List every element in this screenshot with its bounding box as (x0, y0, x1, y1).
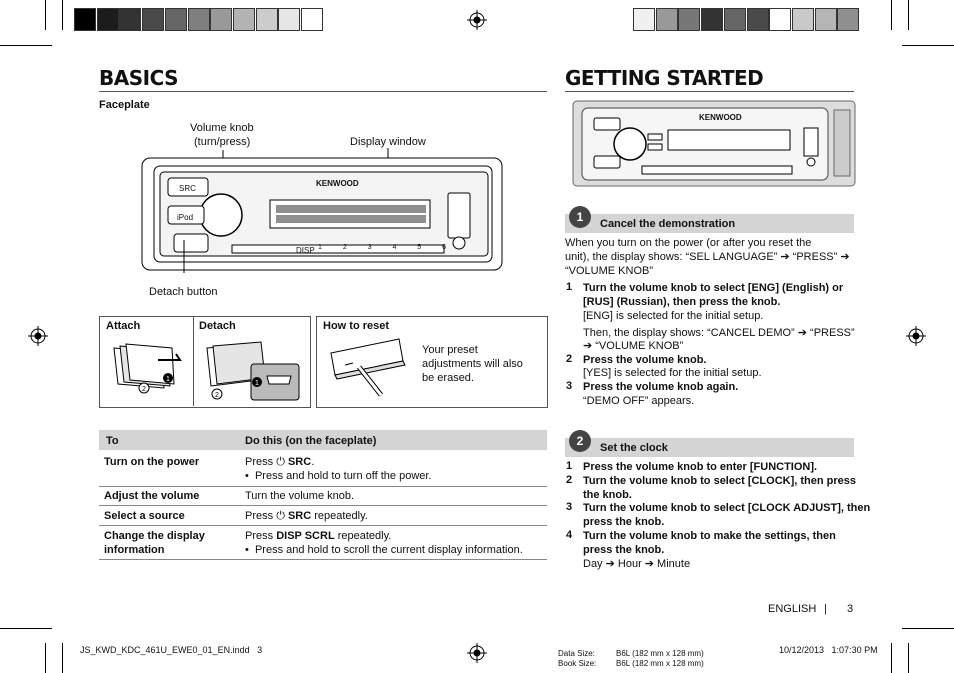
footer-language: ENGLISH (768, 603, 817, 615)
row-to: Adjust the volume (104, 490, 200, 502)
color-swatch (769, 8, 791, 31)
item-number: 4 (566, 529, 573, 541)
item-text: Press the volume knob to enter [FUNCTION]. (583, 461, 818, 473)
step-1-intro: When you turn on the power (or after you reset the (565, 237, 812, 249)
row-do: Press DISP SCRL repeatedly. (245, 530, 392, 542)
color-swatch (724, 8, 746, 31)
color-swatch (165, 8, 187, 31)
power-icon: ⏻ (276, 456, 285, 468)
color-swatch (142, 8, 164, 31)
registration-target-icon (467, 643, 487, 663)
row-do: Press ⏻ SRC. (245, 456, 315, 468)
row-to-line2: information (104, 544, 165, 556)
getting-started-heading: GETTING STARTED (565, 66, 764, 90)
registration-target-icon (28, 326, 48, 346)
detach-label: Detach (199, 320, 236, 332)
item-text: “DEMO OFF” appears. (583, 395, 695, 407)
row-to: Select a source (104, 510, 185, 522)
reset-note: Your preset adjustments will also be erased. (422, 344, 523, 384)
color-swatch (678, 8, 700, 31)
step-1-intro: “VOLUME KNOB” (565, 265, 654, 277)
preset-button[interactable]: 5 (417, 244, 422, 251)
faceplate-illustration (140, 148, 505, 273)
color-swatch (233, 8, 255, 31)
item-text: press the knob. (583, 516, 665, 528)
item-text: the knob. (583, 489, 632, 501)
step-1-title: Cancel the demonstration (600, 218, 736, 230)
item-text: [ENG] is selected for the initial setup. (583, 310, 764, 322)
indd-filename: JS_KWD_KDC_461U_EWE0_01_EN.indd 3 (80, 645, 263, 655)
faceplate-title: Faceplate (99, 99, 150, 111)
reset-illustration (325, 335, 415, 397)
item-text: Then, the display shows: “CANCEL DEMO” ➔ “PRESS” (583, 327, 855, 339)
step-2-badge: 2 (569, 430, 591, 452)
book-size-value: B6L (182 mm x 128 mm) (616, 659, 704, 668)
detach-button-label: Detach button (149, 286, 218, 298)
preset-button[interactable]: 4 (392, 244, 397, 251)
step-2-title: Set the clock (600, 442, 668, 454)
item-text: Turn the volume knob to select [CLOCK], then press (583, 475, 856, 487)
volume-knob-label: Volume knob (190, 122, 254, 134)
row-to: Turn on the power (104, 456, 200, 468)
color-swatch (74, 8, 96, 31)
item-text: [RUS] (Russian), then press the knob. (583, 296, 781, 308)
page-number: 3 (847, 603, 854, 615)
item-number: 2 (566, 353, 573, 365)
color-swatch (656, 8, 678, 31)
registration-target-icon (467, 10, 487, 30)
item-text: Turn the volume knob to select [ENG] (English) or (583, 282, 844, 294)
attach-label: Attach (106, 320, 141, 332)
data-size-value: B6L (182 mm x 128 mm) (616, 649, 704, 658)
row-to: Change the display (104, 530, 205, 542)
svg-text:1: 1 (255, 380, 259, 387)
item-number: 1 (566, 281, 573, 293)
step-1-badge: 1 (569, 206, 591, 228)
item-text: press the knob. (583, 544, 665, 556)
display-window-label: Display window (350, 136, 426, 148)
src-button-label[interactable]: SRC (179, 184, 196, 193)
preset-button[interactable]: 2 (342, 244, 347, 251)
item-number: 1 (566, 460, 573, 472)
color-swatch (278, 8, 300, 31)
color-swatch (119, 8, 141, 31)
color-swatch (210, 8, 232, 31)
color-swatch (97, 8, 119, 31)
color-swatch (837, 8, 859, 31)
item-number: 2 (566, 474, 573, 486)
item-text: Press the volume knob. (583, 354, 707, 366)
row-bullet: • Press and hold to scroll the current display information. (245, 544, 523, 556)
detach-illustration (203, 340, 303, 402)
col-do-header: Do this (on the faceplate) (245, 435, 377, 447)
preset-button[interactable]: 3 (367, 244, 372, 251)
preset-button[interactable]: 6 (442, 244, 446, 251)
svg-text:1: 1 (166, 376, 170, 383)
color-swatch (792, 8, 814, 31)
color-swatch (747, 8, 769, 31)
book-size-label: Book Size: (558, 659, 597, 668)
svg-text:2: 2 (142, 386, 146, 393)
unit-brand: KENWOOD (699, 113, 742, 122)
item-text: Day ➔ Hour ➔ Minute (583, 558, 691, 570)
step-1-intro: unit), the display shows: “SEL LANGUAGE” ➔ “PRESS” ➔ (565, 251, 850, 263)
color-swatch (633, 8, 655, 31)
item-text: Turn the volume knob to make the settings, then (583, 530, 836, 542)
item-text: ➔ “VOLUME KNOB” (583, 340, 684, 352)
device-brand: KENWOOD (316, 179, 359, 188)
power-icon: ⏻ (276, 510, 285, 522)
color-swatch (815, 8, 837, 31)
color-swatch (256, 8, 278, 31)
color-swatch (301, 8, 323, 31)
col-to-header: To (106, 435, 119, 447)
footer-separator: | (824, 603, 827, 615)
data-size-label: Data Size: (558, 649, 595, 658)
item-number: 3 (566, 501, 573, 513)
ipod-button-label[interactable]: iPod (177, 213, 194, 222)
attach-illustration (108, 340, 188, 398)
preset-button[interactable]: 1 (318, 244, 322, 251)
row-do: Press ⏻ SRC repeatedly. (245, 510, 368, 522)
color-swatch (188, 8, 210, 31)
row-bullet: • Press and hold to turn off the power. (245, 470, 432, 482)
how-to-reset-label: How to reset (323, 320, 390, 332)
item-text: Turn the volume knob to select [CLOCK ADJUST], then (583, 502, 871, 514)
svg-text:2: 2 (215, 392, 219, 399)
row-do: Turn the volume knob. (245, 490, 355, 502)
basics-heading: BASICS (99, 66, 179, 90)
print-date: 10/12/2013 1:07:30 PM (779, 645, 878, 655)
volume-knob-sublabel: (turn/press) (194, 136, 251, 148)
preset-buttons (318, 244, 446, 254)
item-text: Press the volume knob again. (583, 381, 739, 393)
color-swatch (701, 8, 723, 31)
item-text: [YES] is selected for the initial setup. (583, 367, 762, 379)
item-number: 3 (566, 380, 573, 392)
disp-button-label[interactable]: DISP (296, 246, 315, 255)
registration-target-icon (906, 326, 926, 346)
